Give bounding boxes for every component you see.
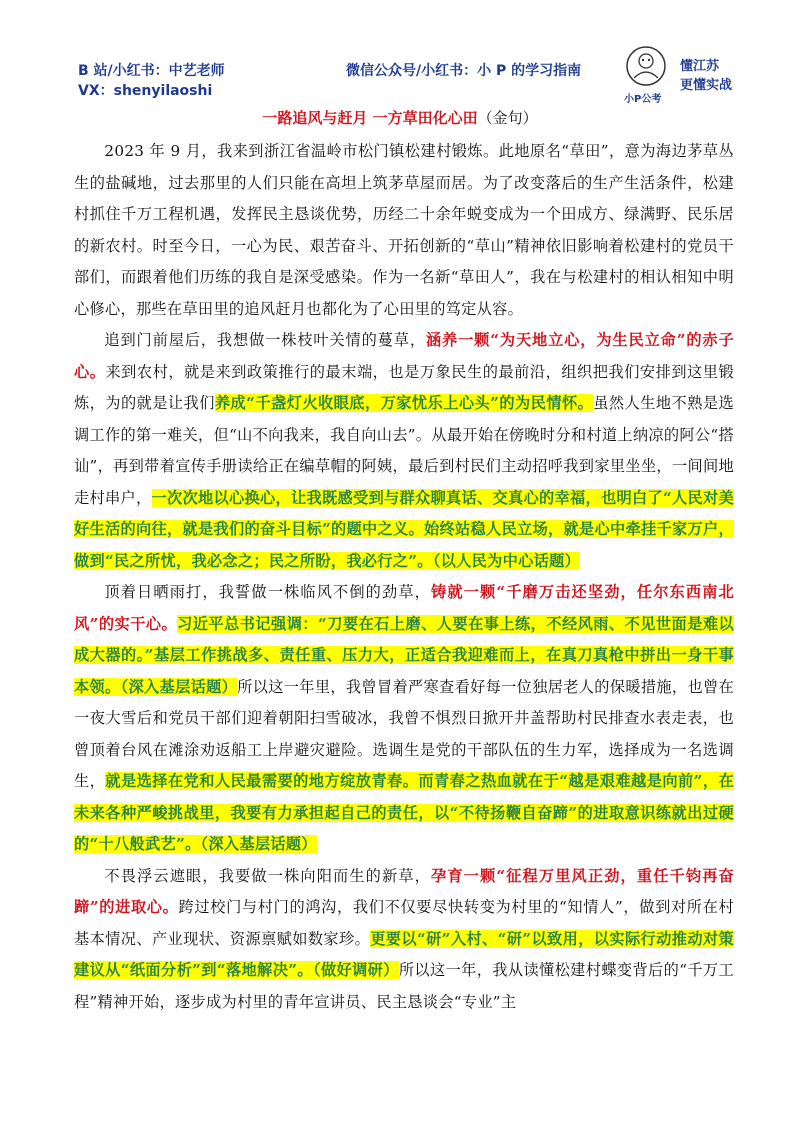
p4-s5: 所以这一年，我从读懂松建村蝶变背后的“千万工程”精神开始，逐步成为村里的青年宣讲员、民主恳谈会“专业”主: [74, 961, 734, 1011]
p2-s5: 虽然人生地不熟是选调工作的第一难关，但“山不向我来，我自向山去”。从最开始在傍晚时分和村道上纳凉的阿公“搭讪”，再到带着宣传手册读给正在编草帽的阿姨，最后到村民们主动招呼我到家里坐坐，一间间地走村串户，: [74, 394, 734, 507]
document-title: [0, 108, 800, 128]
logo-tagline-1: 懂江苏: [680, 59, 720, 74]
p2-s3: 来到农村，就是来到政策推行的最末端，也是万象民生的最前沿，组织把我们安排到这里锻炼，为的就是让我们: [74, 362, 735, 412]
p3-s5: 就是选择在党和人民最需要的地方绽放青春。而青春之热血就在于“越是艰难越是向前”，在未来各种严峻挑战里，我要有力承担起自己的责任，以“不待扬鞭自奋蹄”的进取意识练就出过硬的“十八般武艺”。（深入基层话题）: [74, 772, 734, 853]
p3-s2: 铸就一颗“千磨万击还坚劲，任尔东西南北风”的实干心。: [74, 583, 735, 633]
p2-s2: 涵养一颗“为天地立心，为生民立命”的赤子心。: [74, 331, 734, 381]
logo-tagline-2: 更懂实战: [680, 78, 733, 93]
title-main: 一路追风与赶月 一方草田化心田: [262, 109, 478, 127]
p4-s2: 孕育一颗“征程万里风正劲，重任千钧再奋蹄”的进取心。: [74, 866, 735, 916]
header-author: B 站/小红书：中艺老师: [78, 63, 225, 79]
p4-s1: 不畏浮云遮眼，我要做一株向阳而生的新草，: [104, 866, 432, 885]
p2-s1: 追到门前屋后，我想做一株枝叶关情的蔓草，: [104, 331, 426, 349]
p1-text: 2023 年 9 月，我来到浙江省温岭市松门镇松建村锻炼。此地原名“草田”，意为海边茅草丛生的盐碱地，过去那里的人们只能在高坦上筑茅草屋而居。为了改变落后的生产生活条件，松建村抓住千万工程机遇，发挥民主恳谈优势，历经二十余年蜕变成为一个田成方、绿满野、民乐居的新农村。时至今日，一心为民、艰苦奋斗、开拓创新的“草山”精神依旧影响着松建村的党员干部们，而跟着他们历练的我自是深受感染。作为一名新“草田人”，我在与松建村的相认相知中明心修心，那些在草田里的追风赶月也都化为了心田里的笃定从容。: [74, 142, 734, 318]
p3-s3: 习近平总书记强调：“刀要在石上磨、人要在事上练，不经风雨、不见世面是难以成大器的。”基层工作挑战多、责任重、压力大，正适合我迎难而上，在真刀真枪中拼出一身干事本领。（深入基层话题）: [74, 614, 734, 696]
article-body: [74, 136, 734, 1018]
header-wechat: 微信公众号/小红书：小 P 的学习指南: [346, 63, 582, 79]
paragraph-3: [74, 577, 734, 861]
p4-s3: 跨过校门与村门的鸿沟，我们不仅要尽快转变为村里的“知情人”，做到对所在村基本情况、产业现状、资源禀赋如数家珍。: [74, 898, 734, 948]
p3-s4: 所以这一年里，我曾冒着严寒查看好每一位独居老人的保暖措施，也曾在一夜大雪后和党员干部们迎着朝阳扫雪破冰，我曾不惧烈日掀开井盖帮助村民排查水表走表，也曾顶着台风在滩涂劝返船工上岸避灾避险。选调生是党的干部队伍的生力军，选择成为一名选调生，: [74, 677, 735, 790]
p2-s6: 一次次地以心换心，让我既感受到与群众聊真话、交真心的幸福，也明白了“人民对美好生活的向往，就是我们的奋斗目标”的题中之义。始终站稳人民立场，就是心中牵挂千家万户，做到“民之所忧，我必念之；民之所盼，我必行之”。（以人民为中心话题）: [74, 488, 734, 570]
p3-s1: 顶着日晒雨打，我誓做一株临风不倒的劲草，: [104, 583, 432, 601]
logo-caption: 小P公考: [624, 94, 662, 105]
p2-s4: 养成“千盏灯火收眼底，万家忧乐上心头”的为民情怀。: [214, 394, 594, 412]
title-suffix: （金句）: [477, 109, 538, 127]
header-contact: VX：shenyilaoshi: [78, 83, 213, 99]
paragraph-1: [74, 136, 734, 325]
logo-icon: [622, 44, 670, 90]
paragraph-2: [74, 325, 734, 577]
paragraph-4: [74, 861, 734, 1019]
p4-s4: 更要以“研”入村、“研”以致用，以实际行动推动对策建议从“纸面分析”到“落地解决”。（做好调研）: [74, 929, 734, 979]
